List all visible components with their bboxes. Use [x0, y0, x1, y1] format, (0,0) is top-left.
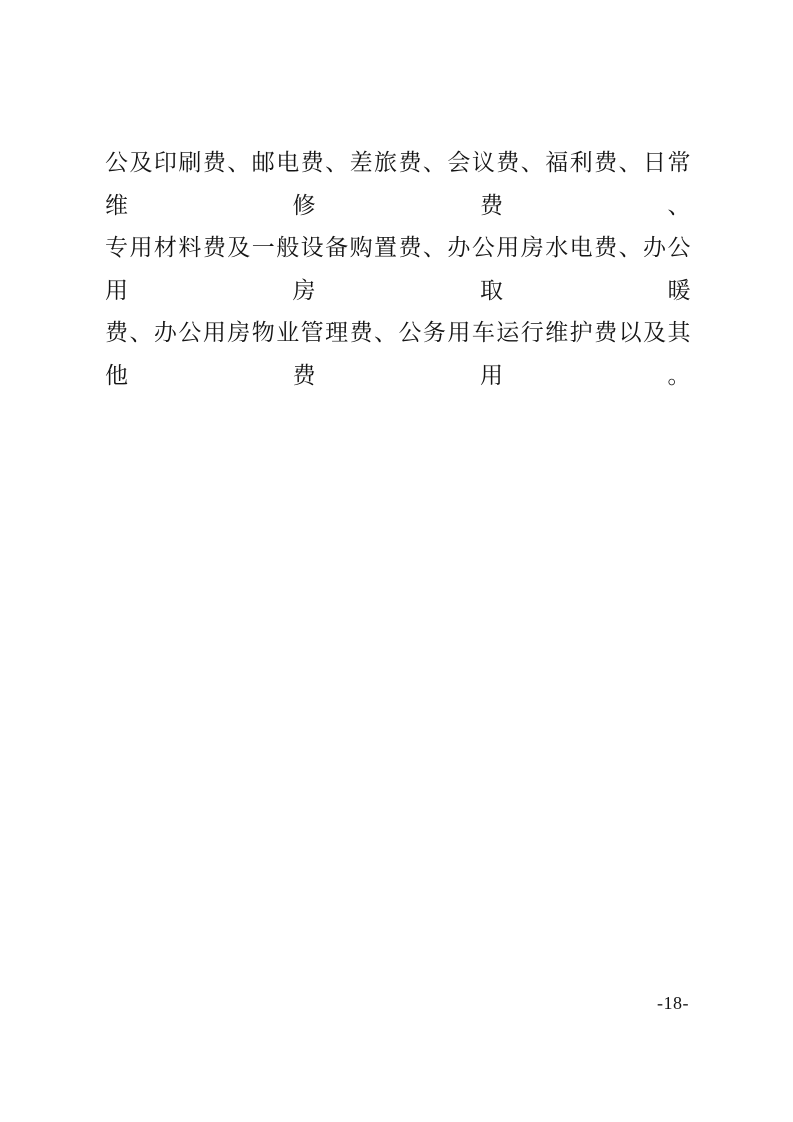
- text-line-3: 费、办公用房物业管理费、公务用车运行维护费以及其他费用。: [105, 320, 691, 388]
- paragraph: [105, 142, 691, 397]
- text-line-1: 公及印刷费、邮电费、差旅费、会议费、福利费、日常维修费、: [105, 150, 691, 218]
- page-number: -18-: [657, 993, 689, 1013]
- text-line-2: 专用材料费及一般设备购置费、办公用房水电费、办公用房取暖: [105, 235, 691, 303]
